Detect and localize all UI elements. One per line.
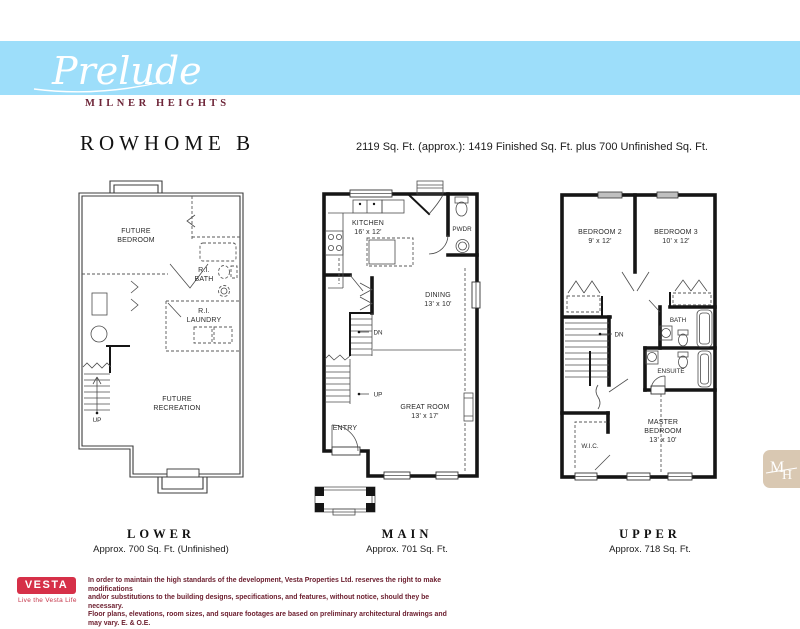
level-sqft-upper: Approx. 718 Sq. Ft. [609, 544, 691, 555]
kitchen-island [367, 238, 413, 266]
bath-fixtures [660, 310, 712, 347]
room-label-bedroom3-dims: 10' x 12' [662, 238, 690, 245]
room-label-dining: DINING [425, 292, 451, 299]
room-label-wic: W.I.C. [581, 443, 599, 450]
stair-label-up: UP [373, 391, 383, 399]
room-label-ri-bath-2: BATH [194, 276, 214, 283]
dryer-icon [214, 327, 232, 343]
caption-main [312, 527, 502, 555]
mh-monogram-icon [763, 450, 800, 488]
disclaimer-line-1: In order to maintain the high standards of the development, Vesta Properties Ltd. reserves the right to make modifications [88, 577, 442, 593]
deck-stairs [409, 181, 443, 214]
stair-label-dn: DN [614, 331, 624, 339]
lower-stairs [83, 346, 129, 414]
water-tank-icon [91, 326, 107, 342]
floorplan-lower [64, 177, 258, 527]
brand-name: Prelude [52, 49, 202, 93]
monogram-m: M [770, 459, 785, 476]
room-label-future-bedroom: FUTURE [121, 228, 151, 235]
floorplan-main [312, 176, 502, 522]
level-name-main: MAIN [381, 527, 433, 541]
caption-lower [64, 527, 258, 555]
sink-icon [662, 329, 671, 338]
entry-porch [315, 487, 375, 515]
toilet-icon [678, 330, 688, 346]
monogram-h: H [782, 468, 793, 483]
upper-room-labels [578, 229, 698, 450]
room-label-bedroom2: BEDROOM 2 [578, 229, 622, 236]
stair-label-up: UP [92, 417, 102, 424]
page-title: ROWHOME B [80, 131, 256, 155]
brand-logo [26, 40, 266, 100]
door-swing [187, 215, 195, 227]
sink-icon [456, 240, 469, 253]
room-label-great-room-dims: 13' x 17' [411, 413, 439, 420]
disclaimer-text [88, 577, 460, 629]
kitchen-sink-icon [353, 200, 382, 213]
room-label-master: MASTER [647, 419, 679, 426]
room-label-entry: ENTRY [332, 425, 358, 432]
room-label-bedroom2-dims: 9' x 12' [588, 238, 612, 245]
room-label-great-room: GREAT ROOM [400, 404, 450, 411]
upper-stairs [565, 323, 612, 409]
lower-room-labels [93, 228, 222, 424]
sink-icon [219, 286, 230, 297]
room-label-bedroom3: BEDROOM 3 [654, 229, 698, 236]
sink-icon [648, 353, 657, 362]
stair-label-dn: DN [373, 329, 383, 337]
room-label-kitchen: KITCHEN [351, 220, 385, 227]
pwdr-fixtures [455, 197, 469, 253]
room-label-future-bedroom-2: BEDROOM [117, 237, 155, 244]
level-name-upper: UPPER [619, 527, 681, 541]
level-sqft-main: Approx. 701 Sq. Ft. [366, 544, 448, 555]
room-label-ri-bath: R.I. [198, 267, 210, 274]
level-sqft-lower: Approx. 700 Sq. Ft. (Unfinished) [93, 544, 229, 555]
sqft-summary: 2119 Sq. Ft. (approx.): 1419 Finished Sq. Ft. plus 700 Unfinished Sq. Ft. [356, 141, 708, 153]
bathtub-icon [698, 351, 711, 387]
room-label-ensuite: ENSUITE [657, 368, 685, 375]
media-niche [464, 393, 473, 421]
vesta-logo: VESTA [17, 577, 76, 594]
upper-walls [562, 195, 715, 477]
toilet-icon [455, 197, 468, 216]
room-label-pwdr: PWDR [452, 226, 472, 233]
vesta-tagline: Live the Vesta Life [18, 597, 77, 604]
disclaimer-line-3: Floor plans, elevations, room sizes, and square footages are based on preliminary architectural drawings and may vary. E. & O.E. [88, 611, 447, 627]
kitchen-fixtures [326, 200, 414, 288]
toilet-icon [219, 266, 238, 279]
window-seat-icon [92, 293, 107, 315]
room-label-kitchen-dims: 16' x 12' [354, 229, 382, 236]
room-label-bath: BATH [669, 317, 687, 324]
main-room-labels [333, 220, 472, 432]
main-stairs [325, 275, 372, 404]
room-label-ri-laundry: R.I. [198, 308, 210, 315]
disclaimer-line-2: and/or substitutions to the building designs, specifications, and features, without notice, should they be necessary. [88, 594, 430, 610]
brand-subtitle: MILNER HEIGHTS [85, 98, 230, 109]
room-label-ri-laundry-2: LAUNDRY [186, 317, 222, 324]
bathtub-icon [200, 243, 236, 261]
room-label-master-2: BEDROOM [644, 428, 682, 435]
room-label-master-dims: 13' x 10' [649, 437, 677, 444]
floorplan-upper [556, 180, 744, 512]
pwdr-door-swing [429, 235, 448, 254]
washer-icon [194, 327, 212, 343]
level-name-lower: LOWER [127, 527, 195, 541]
lower-walls [79, 181, 243, 493]
toilet-icon [678, 352, 688, 368]
caption-upper [556, 527, 744, 555]
fridge-icon [382, 200, 404, 213]
room-label-dining-dims: 13' x 10' [424, 301, 452, 308]
main-walls [324, 194, 477, 476]
bathtub-icon [697, 310, 712, 347]
lower-partitions [82, 196, 240, 351]
great-room-details [373, 268, 473, 472]
mh-monogram-badge [763, 450, 800, 488]
room-label-future-recreation: FUTURE [162, 396, 192, 403]
room-label-future-recreation-2: RECREATION [153, 405, 201, 412]
